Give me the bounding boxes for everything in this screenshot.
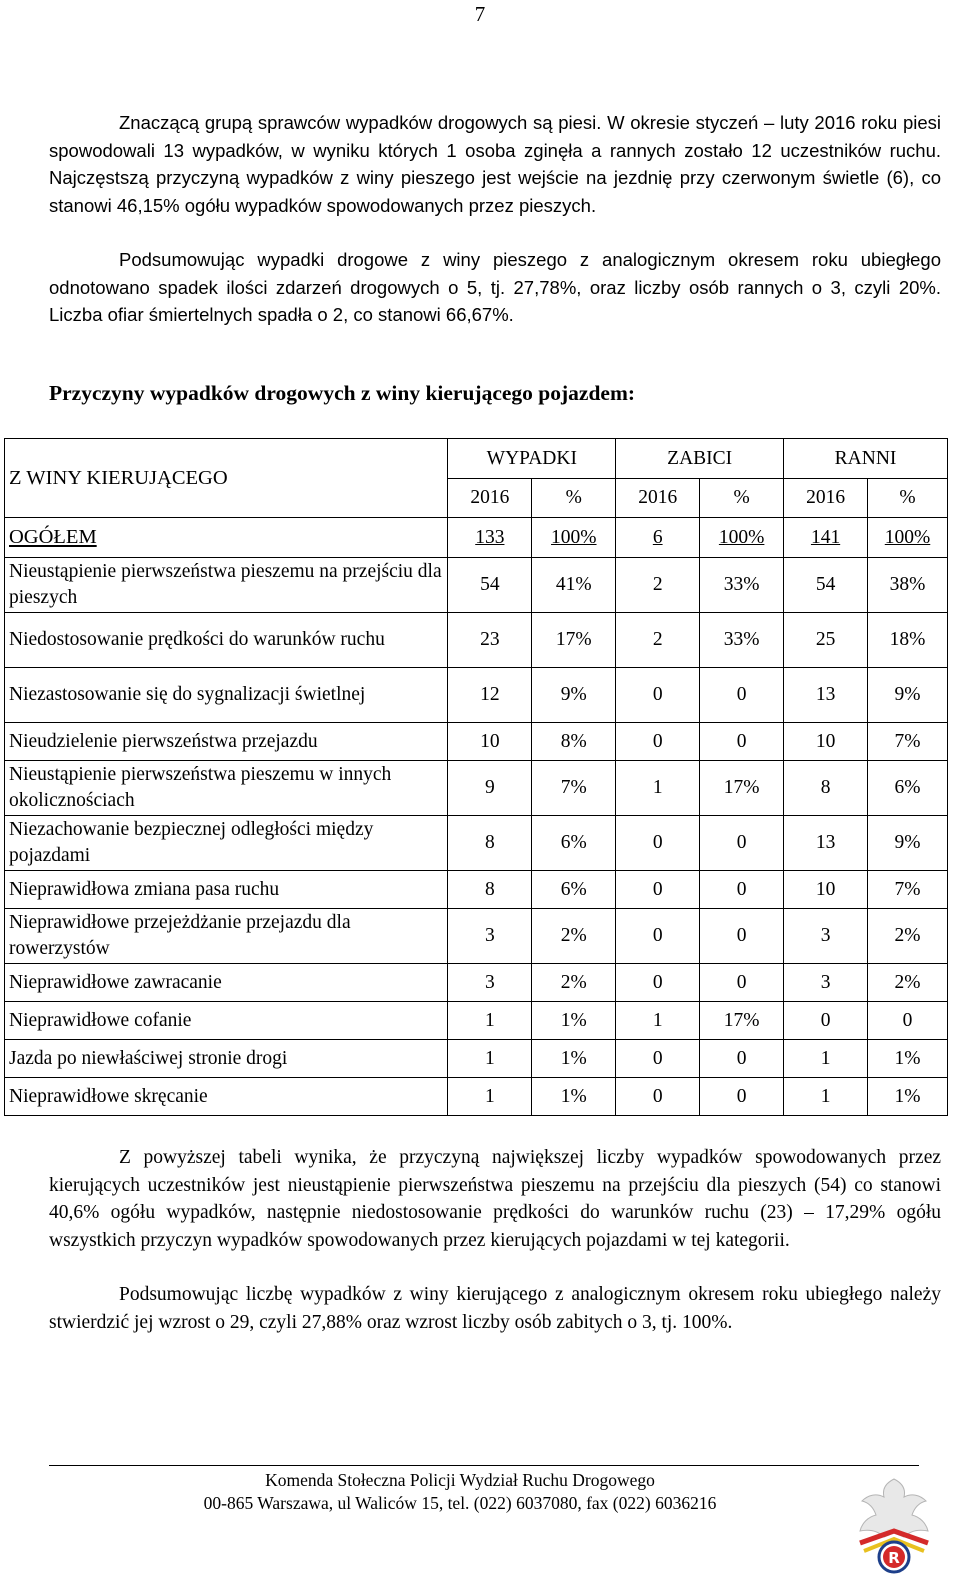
row-value-cell: 2%	[532, 964, 616, 1002]
row-value-cell: 7%	[532, 761, 616, 816]
summary-paragraph-causes: Z powyższej tabeli wynika, że przyczyną największej liczby wypadków spowodowanych przez kierujących uczestników jest nieustąpienie pierwszeństwa pieszemu na przejściu dla pieszych (54) co stanowi 40,6% ogółu wypadków, następnie niedostosowanie prędkości do warunków ruchu (23) – 17,29% ogółu wszystkich przyczyn wypadków spowodowanych przez kierujących pojazdami w tej kategorii.	[49, 1147, 941, 1251]
row-value-cell: 17%	[700, 761, 784, 816]
row-value-cell: 9%	[868, 816, 948, 871]
footer-institution: Komenda Stołeczna Policji Wydział Ruchu Drogowego	[265, 1470, 655, 1490]
row-value-cell: 0	[616, 816, 700, 871]
row-value-cell: 18%	[868, 613, 948, 668]
row-value-cell: 13	[784, 668, 868, 723]
police-traffic-emblem-icon	[846, 1473, 942, 1577]
row-value-cell: 1%	[868, 1078, 948, 1116]
table-header-row	[5, 439, 948, 479]
subheader-cell: 2016	[448, 479, 532, 518]
group-header-zabici: ZABICI	[616, 439, 784, 479]
subheader-cell: 2016	[616, 479, 700, 518]
subheader-cell: %	[700, 479, 784, 518]
row-value-cell: 1	[784, 1040, 868, 1078]
row-value-cell: 33%	[700, 613, 784, 668]
table-row	[5, 613, 948, 668]
row-cause-label: Nieudzielenie pierwszeństwa przejazdu	[5, 723, 448, 761]
row-value-cell: 0	[616, 871, 700, 909]
row-value-cell: 3	[784, 964, 868, 1002]
row-value-cell: 0	[784, 1002, 868, 1040]
accident-causes-table	[4, 438, 948, 1116]
row-value-cell: 1%	[532, 1002, 616, 1040]
row-value-cell: 3	[784, 909, 868, 964]
table-row	[5, 816, 948, 871]
row-value-cell: 1%	[868, 1040, 948, 1078]
row-value-cell: 54	[784, 558, 868, 613]
row-value-cell: 25	[784, 613, 868, 668]
row-value-cell: 8	[448, 816, 532, 871]
row-value-cell: 1%	[532, 1040, 616, 1078]
row-value-cell: 0	[700, 816, 784, 871]
group-header-ranni: RANNI	[784, 439, 948, 479]
section-title: Przyczyny wypadków drogowych z winy kierującego pojazdem:	[49, 381, 636, 405]
row-value-cell: 38%	[868, 558, 948, 613]
table-row	[5, 871, 948, 909]
subheader-cell: 2016	[784, 479, 868, 518]
row-value-cell: 10	[784, 871, 868, 909]
row-value-cell: 0	[616, 668, 700, 723]
row-value-cell: 1	[784, 1078, 868, 1116]
group-header-wypadki: WYPADKI	[448, 439, 616, 479]
row-value-cell: 2%	[532, 909, 616, 964]
table-row	[5, 1002, 948, 1040]
row-value-cell: 17%	[532, 613, 616, 668]
row-value-cell: 0	[616, 723, 700, 761]
row-value-cell: 33%	[700, 558, 784, 613]
row-cause-label: Nieprawidłowa zmiana pasa ruchu	[5, 871, 448, 909]
footer-address: 00-865 Warszawa, ul Waliców 15, tel. (022) 6037080, fax (022) 6036216	[203, 1493, 717, 1513]
row-value-cell: 1	[616, 1002, 700, 1040]
row-value-cell: 0	[700, 964, 784, 1002]
row-value-cell: 9%	[868, 668, 948, 723]
row-value-cell: 9	[448, 761, 532, 816]
row-value-cell: 0	[616, 964, 700, 1002]
row-cause-label: Niezastosowanie się do sygnalizacji świetlnej	[5, 668, 448, 723]
row-value-cell: 10	[784, 723, 868, 761]
table-corner-header: Z WINY KIERUJĄCEGO	[5, 439, 448, 518]
row-value-cell: 13	[784, 816, 868, 871]
row-value-cell: 8	[448, 871, 532, 909]
row-value-cell: 17%	[700, 1002, 784, 1040]
row-value-cell: 54	[448, 558, 532, 613]
row-value-cell: 0	[868, 1002, 948, 1040]
total-cell: 6	[616, 518, 700, 558]
row-cause-label: Nieustąpienie pierwszeństwa pieszemu w innych okolicznościach	[5, 761, 448, 816]
row-value-cell: 12	[448, 668, 532, 723]
row-value-cell: 2	[616, 613, 700, 668]
row-value-cell: 9%	[532, 668, 616, 723]
table-total-row	[5, 518, 948, 558]
row-value-cell: 41%	[532, 558, 616, 613]
total-cell: 133	[448, 518, 532, 558]
table-row	[5, 558, 948, 613]
table-row	[5, 723, 948, 761]
row-value-cell: 1	[616, 761, 700, 816]
total-cell: 141	[784, 518, 868, 558]
intro-paragraph-summary: Podsumowując wypadki drogowe z winy pieszego z analogicznym okresem roku ubiegłego odnotowano spadek ilości zdarzeń drogowych o 5, tj. 27,78%, oraz liczby osób rannych o 3, czyli 20%. Liczba ofiar śmiertelnych spadła o 2, co stanowi 66,67%.	[49, 249, 941, 325]
row-cause-label: Nieprawidłowe przejeżdżanie przejazdu dla rowerzystów	[5, 909, 448, 964]
row-value-cell: 6%	[532, 816, 616, 871]
row-value-cell: 8%	[532, 723, 616, 761]
row-value-cell: 0	[700, 1040, 784, 1078]
svg-text:R: R	[888, 1549, 900, 1567]
row-value-cell: 2	[616, 558, 700, 613]
row-value-cell: 1	[448, 1040, 532, 1078]
row-value-cell: 6%	[532, 871, 616, 909]
row-value-cell: 3	[448, 909, 532, 964]
total-cell: 100%	[532, 518, 616, 558]
row-value-cell: 0	[700, 909, 784, 964]
row-value-cell: 3	[448, 964, 532, 1002]
row-cause-label: Niezachowanie bezpiecznej odległości między pojazdami	[5, 816, 448, 871]
table-row	[5, 964, 948, 1002]
row-value-cell: 23	[448, 613, 532, 668]
row-value-cell: 6%	[868, 761, 948, 816]
table-row	[5, 668, 948, 723]
row-value-cell: 8	[784, 761, 868, 816]
row-value-cell: 7%	[868, 871, 948, 909]
row-value-cell: 0	[700, 723, 784, 761]
row-value-cell: 1%	[532, 1078, 616, 1116]
row-value-cell: 1	[448, 1002, 532, 1040]
total-cell: 100%	[700, 518, 784, 558]
table-row	[5, 909, 948, 964]
row-value-cell: 0	[700, 1078, 784, 1116]
row-value-cell: 0	[616, 909, 700, 964]
footer-divider	[49, 1465, 919, 1466]
row-cause-label: Nieprawidłowe zawracanie	[5, 964, 448, 1002]
row-value-cell: 10	[448, 723, 532, 761]
subheader-cell: %	[868, 479, 948, 518]
row-cause-label: Nieprawidłowe cofanie	[5, 1002, 448, 1040]
intro-paragraph-pedestrians: Znaczącą grupą sprawców wypadków drogowych są piesi. W okresie styczeń – luty 2016 roku piesi spowodowali 13 wypadków, w wyniku których 1 osoba zginęła a rannych zostało 12 uczestników ruchu. Najczęstszą przyczyną wypadków z winy pieszego jest wejście na jezdnię przy czerwonym świetle (6), co stanowi 46,15% ogółu wypadków spowodowanych przez pieszych.	[49, 112, 941, 216]
total-label: OGÓŁEM	[5, 518, 448, 558]
table-row	[5, 761, 948, 816]
row-value-cell: 2%	[868, 964, 948, 1002]
row-cause-label: Niedostosowanie prędkości do warunków ruchu	[5, 613, 448, 668]
row-value-cell: 0	[700, 668, 784, 723]
row-value-cell: 2%	[868, 909, 948, 964]
row-value-cell: 7%	[868, 723, 948, 761]
row-cause-label: Jazda po niewłaściwej stronie drogi	[5, 1040, 448, 1078]
page-number: 7	[474, 2, 486, 26]
row-value-cell: 0	[616, 1040, 700, 1078]
table-row	[5, 1078, 948, 1116]
summary-paragraph-comparison: Podsumowując liczbę wypadków z winy kierującego z analogicznym okresem roku ubiegłego należy stwierdzić jej wzrost o 29, czyli 27,88% oraz wzrost liczby osób zabitych o 3, tj. 100%.	[49, 1284, 941, 1333]
row-cause-label: Nieustąpienie pierwszeństwa pieszemu na przejściu dla pieszych	[5, 558, 448, 613]
row-value-cell: 0	[616, 1078, 700, 1116]
row-value-cell: 1	[448, 1078, 532, 1116]
row-value-cell: 0	[700, 871, 784, 909]
total-cell: 100%	[868, 518, 948, 558]
row-cause-label: Nieprawidłowe skręcanie	[5, 1078, 448, 1116]
table-row	[5, 1040, 948, 1078]
subheader-cell: %	[532, 479, 616, 518]
